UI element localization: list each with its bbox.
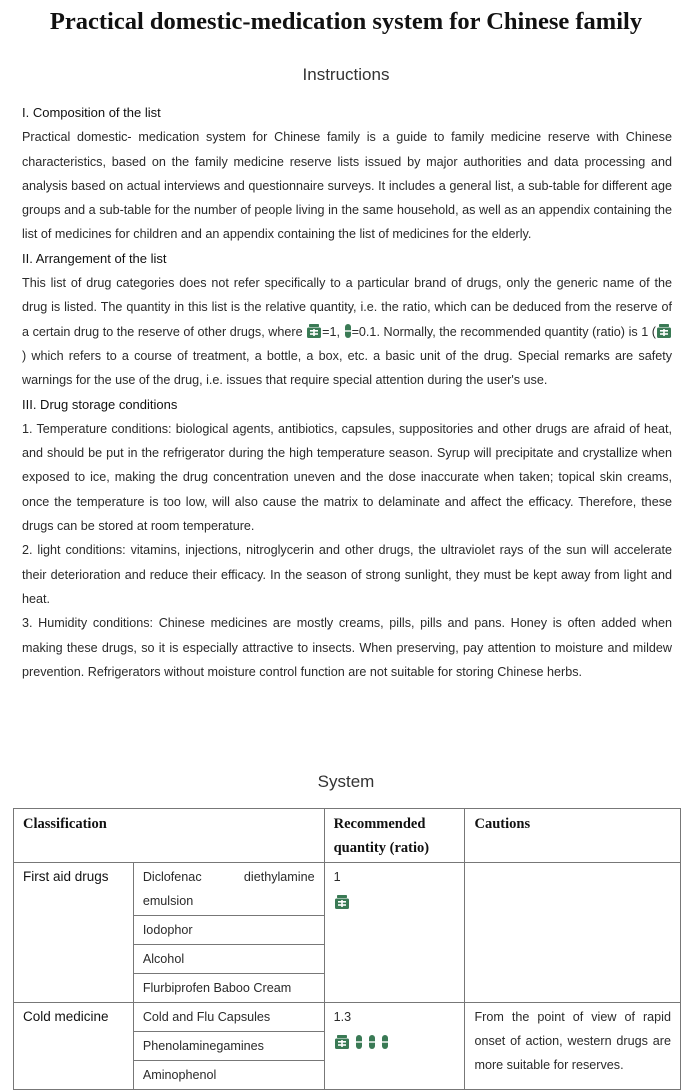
header-classification: Classification: [14, 809, 325, 863]
pill-icon: [355, 1034, 363, 1050]
pill-icon: [368, 1034, 376, 1050]
quantity-value: 1.3: [333, 1010, 352, 1024]
medicine-box-icon: [306, 323, 322, 339]
quantity-cell: [324, 1003, 465, 1090]
table-row: [14, 1003, 681, 1032]
drug-cell: Alcohol: [133, 945, 324, 974]
storage-light: 2. light conditions: vitamins, injections, nitroglycerin and other drugs, the ultraviolet rays of the sun will accelerate their deterioration and reduce their efficacy. In the season of strong sunlight, they must be kept away from light and heat.: [22, 543, 672, 606]
instructions-heading: Instructions: [302, 65, 390, 84]
cautions-cell: [465, 863, 681, 1003]
drug-cell: Phenolaminegamines: [133, 1032, 324, 1061]
table-header-row: [14, 809, 681, 863]
medicine-box-icon: [334, 1034, 350, 1050]
pill-icon: [381, 1034, 389, 1050]
pill-icon: [344, 323, 352, 339]
drug-cell: Cold and Flu Capsules: [133, 1003, 324, 1032]
document-title: Practical domestic-medication system for Chinese family: [49, 8, 643, 35]
classification-cell: Cold medicine: [14, 1003, 134, 1090]
section-heading-composition: I. Composition of the list: [22, 105, 161, 120]
quantity-cell: [324, 863, 465, 1003]
drug-cell: Diclofenac diethylamine emulsion: [133, 863, 324, 916]
system-heading: System: [317, 772, 375, 791]
drug-cell: Flurbiprofen Baboo Cream: [133, 974, 324, 1003]
section-body-composition: Practical domestic- medication system for Chinese family is a guide to family medicine reserve with Chinese characteristics, based on the family medicine reserve lists issued by major authorities and data processing and analysis based on actual interviews and questionnaire surveys. It includes a general list, a sub-table for different age groups and a sub-table for the number of people living in the same household, as well as an appendix containing the list of medicines for children and an appendix containing the list of medicines for the elderly.: [22, 130, 672, 242]
quantity-icons: [334, 891, 456, 915]
medicine-box-icon: [656, 323, 672, 339]
medicine-box-icon: [334, 894, 350, 910]
header-cautions: Cautions: [465, 809, 681, 863]
quantity-value: 1: [333, 870, 341, 884]
classification-cell: First aid drugs: [14, 863, 134, 1003]
cautions-cell: From the point of view of rapid onset of action, western drugs are more suitable for reserves.: [465, 1003, 681, 1090]
section-heading-storage: III. Drug storage conditions: [22, 396, 178, 412]
table-row: [14, 863, 681, 916]
drug-cell: Iodophor: [133, 916, 324, 945]
drug-cell: Aminophenol: [133, 1061, 324, 1090]
header-quantity: Recommended quantity (ratio): [324, 809, 465, 863]
instructions-content: [22, 101, 672, 684]
section-heading-arrangement: II. Arrangement of the list: [22, 250, 167, 266]
quantity-icons: [334, 1031, 456, 1055]
storage-humidity: 3. Humidity conditions: Chinese medicines are mostly creams, pills, pills and pans. Honey is often added when making these drugs, so it is especially attractive to insects. When preserving, pay attention to moisture and mildew prevention. Refrigerators without moisture control function are not suitable for storing Chinese herbs.: [22, 616, 672, 679]
medication-system-table: [13, 808, 681, 1090]
section-body-arrangement: This list of drug categories does not refer specifically to a particular brand of drugs, only the generic name of the drug is listed. The quantity in this list is the relative quantity, i.e. the ratio, which can be deduced from the reserve of a certain drug to the reserve of other drugs, where =1, =0.1. Normally, the recommended quantity (ratio) is 1 () which refers to a course of treatment, a bottle, a box, etc. a basic unit of the drug. Special remarks are safety warnings for the use of the drug, i.e. issues that require special attention during the user's use.: [22, 276, 672, 388]
storage-temperature: 1. Temperature conditions: biological agents, antibiotics, capsules, suppositories and other drugs are afraid of heat, and should be put in the refrigerator during the high temperature season. Syrup will precipitate and crystallize when exposed to ice, making the drug concentration uneven and the dose inaccurate when taken; topical skin creams, once the temperature is too low, will also cause the matrix to delaminate and affect the efficacy. Therefore, these drugs can be stored at room temperature.: [22, 421, 672, 534]
